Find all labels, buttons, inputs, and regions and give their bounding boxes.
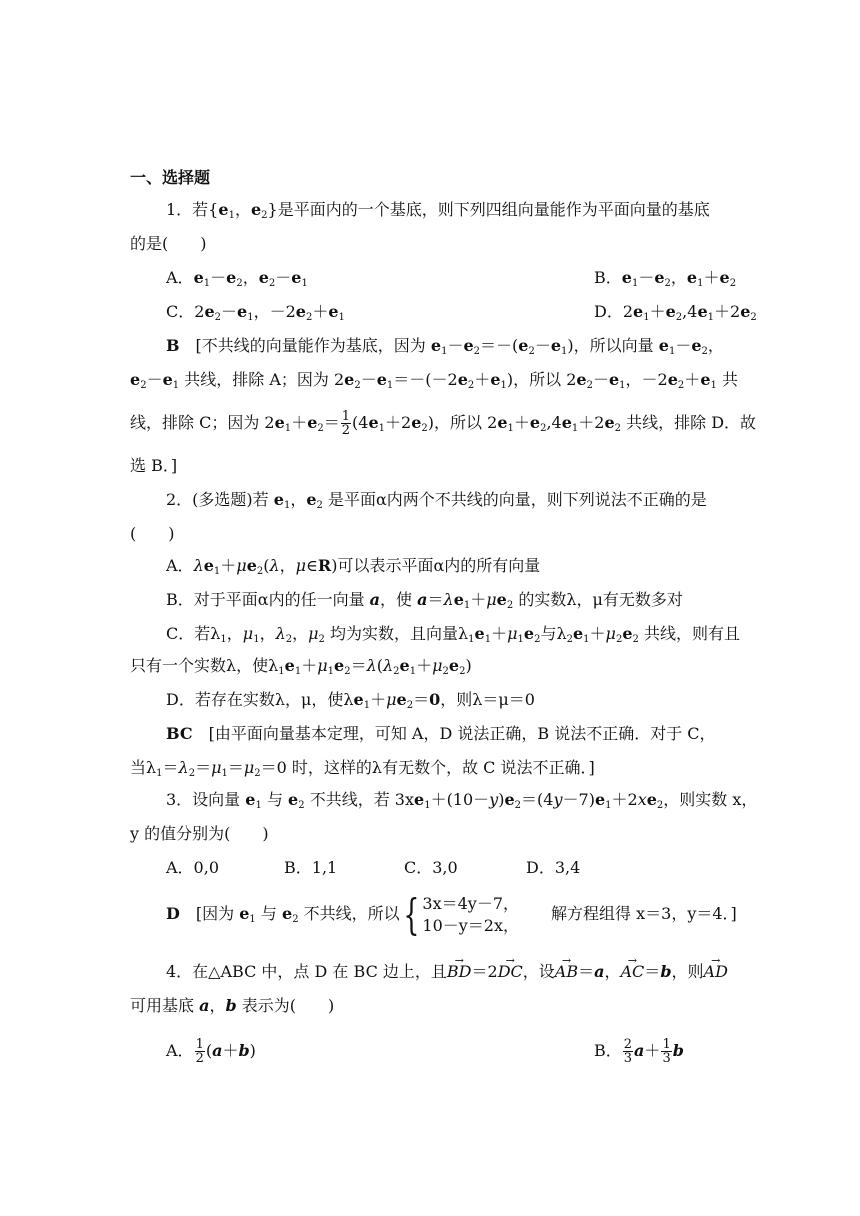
section-title: 一、选择题 [130, 168, 211, 187]
question-2-explanation-cont: 当$\lambda_1=\lambda_2=\mu_1=\mu_2=0$ 时，这样的λ有无数个，故 C 说法不正确．] [130, 758, 595, 779]
fraction-one-half: $\frac{1}{2}$ [341, 409, 351, 438]
question-3-stem: 3．设向量 $e_1$ 与 $e_2$ 不共线，若 $3xe_1+(10-y)e_2=(4y-7)e_1+2xe_2$，则实数 x， [166, 790, 758, 811]
question-1-stem: 1．若{$e_1$，$e_2$}是平面内的一个基底，则下列四组向量能作为平面向量的基底 [166, 200, 710, 221]
document-page: 一、选择题 1．若{$e_1$，$e_2$}是平面内的一个基底，则下列四组向量能作为平面向量的基底 的是( ) A．$e_1-e_2$，$e_2-e_1$ B．$e_1-e_2$，$e_1+e_2$ C．$2e_2-e_1$，$-2e_2+e_1$ D．$2e_1+e_2,4e_1+2e_2$ B [不共线的向量能作为基底，因为 $e_1-e_2=-(e_2-e_1)$，所以向量 $e_1-e_2$， $e_2-e_1$ 共线，排除 A；因为 $2e_2-e_1=-(-2e_2+e_1)$，所以 $2e_2-e_1$，$-2e_2+e_1$ 共 线，排除 C；因为 $2e_1+e_2=$ $\frac{1}{2}$ $(4e_1+2e_2)$，所以 $2e_1+e_2,4e_1+2e_2$ 共线，排除 D．故 选 B．] 2．(多选题)若 $e_1$，$e_2$ 是平面α内两个不共线的向量，则下列说法不正确的是 ( ) A．$\lambda e_1+\mu e_2(\lambda$，μ∈R)可以表示平面α内的所有向量 B．对于平面α内的任一向量 a，使 $a=\lambda e_1+\mu e_2$ 的实数λ，μ有无数多对 C．若$\lambda_1$，$\mu_1$，$\lambda_2$，$\mu_2$ 均为实数，且向量$\lambda_1e_1+\mu_1e_2$与$\lambda_2e_1+\mu_2e_2$ 共线，则有且 只有一个实数λ，使$\lambda_1e_1+\mu_1e_2=\lambda(\lambda_2e_1+\mu_2e_2)$ D．若存在实数λ，μ，使$\lambda e_1+\mu e_2=0$，则λ＝μ＝0 BC [由平面向量基本定理，可知 A，D 说法正确，B 说法不正确．对于 C， 当$\lambda_1=\lambda_2=\mu_1=\mu_2=0$ 时，这样的λ有无数个，故 C 说法不正确．] 3．设向量 $e_1$ 与 $e_2$ 不共线，若 $3xe_1+(10-y)e_2=(4y-7)e_1+2xe_2$，则实数 x， y 的值分别为( ) A．0,0 B．1,1 C．3,0 D．3,4 D [因为 $e_1$ 与 $e_2$ 不共线，所以{ 3x＝4y－7， 10－y＝2x， 解方程组得 x＝3，y＝4．] 4．在△ABC 中，点 D 在 BC 边上，且→ BD＝2→ DC，设→ AB＝a，→ AC＝b，则→ AD 可用基底 a，b 表示为( ) A． $\frac{1}{2}$ (a＋b) B． $\frac{2}{3}$ a＋ $\frac{1}{3}$ b [0, 0, 860, 1216]
question-1-stem-cont: 的是( ) [130, 234, 207, 253]
question-4-stem-cont: 可用基底 a，b 表示为( ) [130, 996, 335, 1015]
question-3-stem-cont: y 的值分别为( ) [130, 824, 269, 843]
question-1-explanation-end: 选 B．] [130, 456, 178, 475]
equation-system: 3x＝4y－7， 10－y＝2x， [422, 893, 520, 935]
question-1-explanation-cont: $e_2-e_1$ 共线，排除 A；因为 $2e_2-e_1=-(-2e_2+e_1)$，所以 $2e_2-e_1$，$-2e_2+e_1$ 共 [130, 370, 738, 391]
question-2-stem: 2．(多选题)若 $e_1$，$e_2$ 是平面α内两个不共线的向量，则下列说法不正确的是 [166, 490, 707, 511]
equation-system-brace: { [403, 889, 420, 939]
question-1-explanation: B [不共线的向量能作为基底，因为 $e_1-e_2=-(e_2-e_1)$，所以向量 $e_1-e_2$， [166, 336, 724, 357]
question-2-option-a: A．$\lambda e_1+\mu e_2(\lambda$，μ∈R)可以表示平面α内的所有向量 [166, 556, 541, 577]
question-3-explanation: D [因为 $e_1$ 与 $e_2$ 不共线，所以{ 3x＝4y－7， 10－y＝2x， 解方程组得 x＝3，y＝4．] [166, 889, 737, 939]
question-1-options-ab: A．$e_1-e_2$，$e_2-e_1$ B．$e_1-e_2$，$e_1+e_2$ [166, 268, 737, 289]
question-2-option-b: B．对于平面α内的任一向量 a，使 $a=\lambda e_1+\mu e_2$ 的实数λ，μ有无数多对 [166, 590, 683, 611]
question-4-options: A． $\frac{1}{2}$ (a＋b) B． $\frac{2}{3}$ a＋ $\frac{1}{3}$ b [166, 1037, 684, 1066]
question-4-stem: 4．在△ABC 中，点 D 在 BC 边上，且→ BD＝2→ DC，设→ AB＝a，→ AC＝b，则→ AD [166, 962, 728, 982]
question-2-explanation: BC [由平面向量基本定理，可知 A，D 说法正确，B 说法不正确．对于 C， [166, 724, 716, 743]
question-2-stem-cont: ( ) [130, 524, 175, 543]
question-2-option-c-cont: 只有一个实数λ，使$\lambda_1e_1+\mu_1e_2=\lambda(\lambda_2e_1+\mu_2e_2)$ [130, 656, 472, 677]
question-1-options-cd: C．$2e_2-e_1$，$-2e_2+e_1$ D．$2e_1+e_2,4e_1+2e_2$ [166, 302, 757, 323]
question-2-option-d: D．若存在实数λ，μ，使$\lambda e_1+\mu e_2=0$，则λ＝μ＝0 [166, 690, 535, 711]
question-1-explanation-cont2: 线，排除 C；因为 $2e_1+e_2=$ $\frac{1}{2}$ $(4e_1+2e_2)$，所以 $2e_1+e_2,4e_1+2e_2$ 共线，排除 D．故 [130, 409, 757, 438]
question-2-option-c: C．若$\lambda_1$，$\mu_1$，$\lambda_2$，$\mu_2$ 均为实数，且向量$\lambda_1e_1+\mu_1e_2$与$\lambda_2e_1+\mu_2e_2$ 共线，则有且 [166, 624, 740, 645]
